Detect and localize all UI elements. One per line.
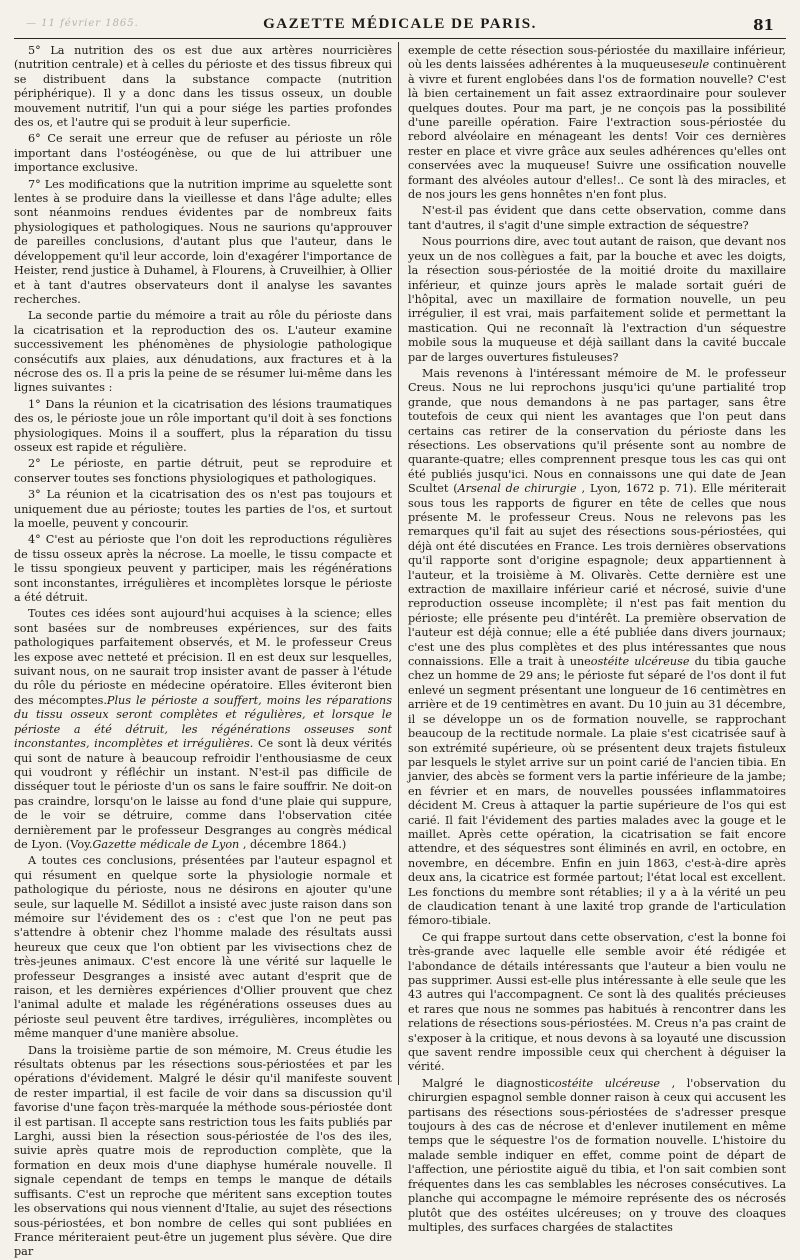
right-column-paragraph [408, 931, 786, 1075]
paragraph-text: du tibia gauche chez un homme de 29 ans; le périoste fut séparé de l'os dont il fut enlevé un segment présentant une longueur de 16 centimètres en arrière et de 19 centimètres en avant. Du 10 juin au 31 décembre, il se développe un os de formation nouvelle, se rapprochant beaucoup de la rectitude normale. La plaie s'est cicatrisée sauf à son extrémité supérieure, où se présentent deux trajets fistuleux par lesquels le stylet arrive sur un point carié de l'ancien tibia. En janvier, des abcès se forment vers la partie inférieure de la jambe; en février et en mars, de nouvelles poussées inflammatoires décident M. Creus à attaquer la partie supérieure de l'os qui est carié. Il fait l'évidement des parties malades avec la gouge et le maillet. Après cette opération, la cicatrisation se fait encore attendre, et des séquestres sont éliminés en avril, en octobre, en novembre, en décembre. Enfin en juin 1863, c'est-à-dire après deux ans, la cicatrice est formée partout; l'état local est excellent. Les fonctions du membre sont rétablies; il y a à la vérité un peu de claudication tenant à une laxité trop grande de l'articulation fémoro-tibiale. [408, 655, 786, 928]
right-column-paragraph [408, 44, 786, 202]
italic-phrase: Gazette médicale de Lyon [92, 837, 240, 851]
left-column-paragraph [14, 607, 392, 852]
column-divider [398, 42, 399, 1085]
paragraph-text: 1° Dans la réunion et la cicatrisation des lésions traumatiques des os, le périoste joue un rôle important qu'il doit à ses fonctions physiologiques. Moins il a souffert, plus la réparation du tissu osseux est rapide et régulière. [14, 397, 392, 454]
left-column-paragraph [14, 1044, 392, 1260]
journal-title: GAZETTE MÉDICALE DE PARIS. [263, 16, 537, 32]
right-column [408, 44, 786, 1234]
left-column-paragraph [14, 488, 392, 531]
paragraph-text: Ce sont là deux vérités qui sont de nature à beaucoup refroidir l'enthousiasme de ceux qui voudront y réfléchir un instant. N'est-il pas difficile de disséquer tout le périoste d'un os sans le faire souffrir. Ne doit-on pas craindre, lorsqu'on le laisse au fond d'une plaie qui suppure, de le voir se détruire, comme dans l'observation citée dernièrement par le professeur Desgranges au congrès médical de Lyon. (Voy. [14, 737, 393, 851]
paragraph-text: continuèrent à vivre et furent englobées dans l'os de formation nouvelle? C'est là bien certainement un fait assez extraordinaire pour soulever quelques doutes. Pour ma part, je ne conçois pas la possibilité d'une pareille opération. Faire l'extraction sous-périostée du rebord alvéolaire en ménageant les dents! Voir ces dernières rester en place et vivre grâce aux seules adhérences qu'elles ont conservées avec la muqueuse! Suivre une ossification nouvelle formant des alvéoles autour d'elles!.. Ce sont là des miracles, et de nos jours les gens honnêtes n'en font plus. [408, 58, 786, 202]
left-column-paragraph [14, 533, 392, 605]
left-column-paragraph [14, 854, 392, 1041]
italic-phrase: ostéite ulcéreuse [590, 655, 690, 669]
paragraph-text: Mais revenons à l'intéressant mémoire de M. le professeur Creus. Nous ne lui reprochons jusqu'ici qu'une partialité trop grande, que nous demandons à ne pas partager, sans être toutefois de ceux qui nient les avantages que l'on peut dans certains cas retirer de la conservation du périoste dans les résections. Les observations qu'il présente sont au nombre de quarante-quatre; elles comprennent presque tous les cas qui ont été publiés jusqu'ici. Nous en connaissons une qui date de Jean Scultet ( [408, 366, 786, 496]
paragraph-text: N'est-il pas évident que dans cette observation, comme dans tant d'autres, il s'agit d'une simple extraction de séquestre? [408, 204, 786, 232]
paragraph-text: exemple de cette résection sous-périostée du maxillaire inférieur, où les dents laissées adhérentes à la muqueuse [408, 44, 786, 72]
italic-phrase: Plus le périoste a souffert, moins les réparations du tissu osseux seront complètes et régulières, et lorsque le périoste a été détruit, les régénérations osseuses sont inconstantes, incomplètes et irrégulières. [14, 693, 392, 751]
paragraph-text: 3° La réunion et la cicatrisation des os n'est pas toujours et uniquement due au périoste; toutes les parties de l'os, et surtout la moelle, peuvent y concourir. [14, 488, 392, 530]
left-column-paragraph [14, 178, 392, 308]
paragraph-text: Nous pourrions dire, avec tout autant de raison, que devant nos yeux un de nos collègues a fait, par la bouche et avec les doigts, la résection sous-périostée de la moitié droite du maxillaire inférieur, et quinze jours après le malade sortait guéri de l'hôpital, avec un maxillaire de formation nouvelle, un peu irrégulier, il est vrai, mais parfaitement solide et permettant la mastication. Qui ne reconnaît là l'extraction d'un séquestre mobile sous la muqueuse et déjà saillant dans la cavité buccale par de larges ouvertures fistuleuses? [408, 235, 786, 364]
left-column-paragraph [14, 44, 392, 130]
paragraph-text: 6° Ce serait une erreur que de refuser au périoste un rôle important dans l'ostéogénèse, ou que de lui attribuer une importance exclusive. [14, 132, 392, 175]
paragraph-text: , décembre 1864.) [242, 837, 347, 851]
paragraph-text: A toutes ces conclusions, présentées par l'auteur espagnol et qui résument en quelque sorte la physiologie normale et pathologique du périoste, nous ne désirons en ajouter qu'une seule, sur laquelle M. Sédillot a insisté avec juste raison dans son mémoire sur l'évidement des os : c'est que l'on ne peut pas s'attendre à obtenir chez l'homme malade des résultats aussi heureux que ceux que l'on obtient par les vivisections chez de très-jeunes animaux. C'est encore là une vérité sur laquelle le professeur Desgranges a insisté avec autant d'esprit que de raison, et les dernières expériences d'Ollier prouvent que chez l'animal adulte et malade les régénérations osseuses dues au périoste seul peuvent être tardives, irrégulières, incomplètes ou même manquer d'une manière absolue. [14, 854, 392, 1041]
left-column-paragraph [14, 398, 392, 456]
paragraph-text: 5° La nutrition des os est due aux artères nourricières (nutrition centrale) et à celles du périoste et des tissus fibreux qui se distribuent dans la substance compacte (nutrition périphérique). Il y a donc dans les tissus osseux, un double mouvement nutritif, l'un qui a pour siége les parties profondes des os, et l'autre qui se produit à leur superficie. [14, 44, 392, 130]
paragraph-text: 7° Les modifications que la nutrition imprime au squelette sont lentes à se produire dans la vieillesse et dans l'âge adulte; elles sont néanmoins rendues évidentes par de nombreux faits physiologiques et pathologiques. Nous ne saurions qu'approuver de pareilles conclusions, d'autant plus que l'auteur, dans le développement qu'il leur accorde, loin d'exagérer l'importance de Heister, rend justice à Duhamel, à Flourens, à Cruveilhier, à Ollier et à tant d'autres observateurs dont il analyse les savantes recherches. [14, 177, 392, 306]
paragraph-text: 2° Le périoste, en partie détruit, peut se reproduire et conserver toutes ses fonctions physiologiques et pathologiques. [14, 457, 392, 485]
page-header [14, 14, 786, 39]
paragraph-text: , l'observation du chirurgien espagnol semble donner raison à ceux qui accusent les partisans des résections sous-périostées de s'adresser presque toujours à des cas de nécrose et d'enlever inutilement en même temps que le séquestre l'os de formation nouvelle. L'histoire du malade semble indiquer en effet, comme point de départ de l'affection, une périostite aiguë du tibia, et l'on sait combien sont fréquentes dans les cas semblables les nécroses consécutives. La planche qui accompagne le mémoire représente des os nécrosés plutôt que des ostéites ulcéreuses; on y trouve des cloaques multiples, des surfaces chargées de stalactites [408, 1076, 786, 1234]
right-column-paragraph [408, 367, 786, 929]
right-column-paragraph [408, 235, 786, 365]
header-faded-date: — 11 février 1865. [26, 18, 139, 29]
italic-phrase: seule [679, 58, 710, 72]
right-column-paragraph [408, 1077, 786, 1235]
italic-phrase: Arsenal de chirurgie [457, 482, 577, 496]
left-column-paragraph [14, 457, 392, 486]
paragraph-text: Dans la troisième partie de son mémoire, M. Creus étudie les résultats obtenus par les résections sous-périostées et par les opérations d'évidement. Malgré le désir qu'il manifeste souvent de rester impartial, il est facile de voir dans sa discussion qu'il favorise d'une façon très-marquée la méthode sous-périostée dont il est partisan. Il accepte sans restriction tous les faits publiés par Larghi, aussi bien la résection sous-périostée de l'os des iles, suivie après quatre mois de reproduction complète, que la formation en deux mois d'une diaphyse humérale nouvelle. Il signale cependant de temps en temps le manque de détails suffisants. C'est un reproche que méritent sans exception toutes les observations qui nous viennent d'Italie, au sujet des résections sous-périostées, et bon nombre de celles qui sont publiées en France mériteraient peut-être un jugement plus sévère. Que dire par [14, 1043, 392, 1259]
left-column-paragraph [14, 132, 392, 175]
left-column-paragraph [14, 309, 392, 395]
paragraph-text: 4° C'est au périoste que l'on doit les reproductions régulières de tissu osseux après la nécrose. La moelle, le tissu compacte et le tissu spongieux peuvent y participer, mais les régénérations sont inconstantes, irrégulières et incomplètes lorsque le périoste a été détruit. [14, 533, 392, 605]
left-column [14, 44, 393, 1259]
paragraph-text: La seconde partie du mémoire a trait au rôle du périoste dans la cicatrisation et la reproduction des os. L'auteur examine successivement les phénomènes de physiologie pathologique consécutifs aux plaies, aux dénudations, aux fractures et à la nécrose des os. Il a pris la peine de se résumer lui-même dans les lignes suivantes : [14, 309, 392, 395]
right-column-paragraph [408, 204, 786, 233]
page-number: 81 [753, 16, 774, 34]
paragraph-text: , Lyon, 1672 p. 71). Elle mériterait sous tous les rapports de figurer en tête de celles que nous présente M. le professeur Creus. Nous ne relevons pas les remarques qu'il fait au sujet des résections sous-périostées, qui déjà ont été discutées en France. Les trois dernières observations qu'il rapporte sont d'origine espagnole; deux appartiennent à l'auteur, et la troisième à M. Olivarès. Cette dernière est une extraction de maxillaire inférieur carié et nécrosé, suivie d'une reproduction osseuse incomplète; il n'est pas fait mention du périoste; elle présente peu d'intérêt. La première observation de l'auteur est déjà connue; elle a été publiée dans divers journaux; c'est une des plus complètes et des plus intéressantes que nous connaissions. Elle a trait à une [408, 482, 786, 669]
paragraph-text: Ce qui frappe surtout dans cette observation, c'est la bonne foi très-grande avec laquelle elle semble avoir été rédigée et l'abondance de détails intéressants que l'auteur a bien voulu ne pas supprimer. Aussi est-elle plus intéressante à elle seule que les 43 autres qui l'accompagnent. Ce sont là des qualités précieuses et rares que nous ne sommes pas habitués à rencontrer dans les relations de résections sous-périostées. M. Creus n'a pas craint de s'exposer à la critique, et nous devons à sa loyauté une discussion que savent rendre impossible ceux qui cherchent à déguiser la vérité. [408, 930, 786, 1074]
paragraph-text: Malgré le diagnostic [422, 1076, 555, 1090]
paragraph-text: Toutes ces idées sont aujourd'hui acquises à la science; elles sont basées sur de nombreuses expériences, sur des faits pathologiques parfaitement observés, et M. le professeur Creus les expose avec netteté et précision. Il en est deux sur lesquelles, suivant nous, on ne saurait trop insister avant de passer à l'étude du rôle du périoste en médecine opératoire. Elles éviteront bien des mécomptes. [14, 607, 392, 707]
italic-phrase: ostéite ulcéreuse [554, 1076, 660, 1090]
